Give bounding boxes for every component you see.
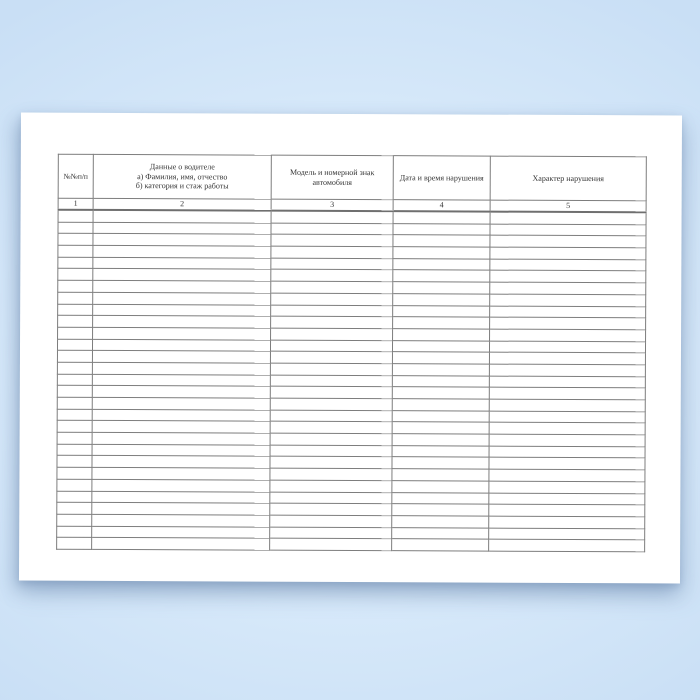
header-cell-col5 — [490, 156, 646, 201]
header-line: Дата и время нарушения — [399, 172, 484, 183]
empty-cell — [58, 327, 93, 339]
empty-cell — [92, 526, 270, 538]
empty-cell — [393, 270, 490, 282]
empty-cell — [58, 269, 93, 281]
empty-cell — [270, 503, 392, 515]
empty-cell — [93, 316, 271, 328]
empty-cell — [57, 339, 92, 351]
empty-cell — [392, 516, 489, 528]
empty-cell — [490, 271, 646, 283]
empty-cell — [392, 387, 489, 399]
header-line: б) категория и стаж работы — [135, 181, 229, 191]
empty-cell — [270, 527, 392, 539]
empty-cell — [58, 210, 93, 222]
table-header — [58, 154, 646, 212]
empty-cell — [393, 258, 490, 270]
empty-cell — [393, 211, 490, 224]
empty-cell — [57, 526, 92, 538]
empty-cell — [490, 282, 646, 294]
empty-cell — [489, 481, 645, 493]
empty-cell — [489, 539, 645, 551]
empty-cell — [57, 432, 92, 444]
empty-cell — [93, 257, 271, 269]
empty-cell — [92, 362, 270, 374]
empty-cell — [392, 527, 489, 539]
empty-cell — [270, 386, 392, 398]
empty-cell — [490, 235, 646, 247]
empty-cell — [271, 235, 393, 247]
empty-cell — [57, 397, 92, 409]
column-number-cell-4: 4 — [393, 200, 490, 212]
empty-cell — [93, 327, 271, 339]
empty-cell — [271, 246, 393, 258]
empty-cell — [393, 293, 490, 305]
empty-cell — [270, 445, 392, 457]
empty-cell — [392, 410, 489, 422]
empty-cell — [57, 444, 92, 456]
empty-cell — [392, 457, 489, 469]
empty-cell — [392, 375, 489, 387]
empty-cell — [270, 351, 392, 363]
header-cell-col3 — [271, 155, 393, 200]
empty-cell — [270, 410, 392, 422]
empty-cell — [490, 294, 646, 306]
header-line: Данные о водителе — [149, 162, 215, 172]
empty-cell — [93, 222, 271, 234]
empty-cell — [57, 514, 92, 526]
empty-cell — [489, 364, 645, 376]
empty-cell — [58, 315, 93, 327]
empty-cell — [393, 305, 490, 317]
empty-cell — [92, 339, 270, 351]
empty-cell — [392, 364, 489, 376]
empty-cell — [57, 456, 92, 468]
header-line: Модель и номерной знак — [290, 167, 375, 178]
empty-cell — [271, 293, 393, 305]
empty-cell — [93, 292, 271, 304]
empty-cell — [392, 492, 489, 504]
empty-cell — [57, 374, 92, 386]
empty-cell — [58, 292, 93, 304]
column-number-cell-5: 5 — [490, 200, 646, 212]
empty-cell — [270, 457, 392, 469]
empty-cell — [92, 409, 270, 421]
empty-cell — [392, 422, 489, 434]
violations-table — [56, 154, 647, 553]
empty-cell — [58, 234, 93, 246]
empty-cell — [58, 280, 93, 292]
column-number-cell-1: 1 — [58, 198, 93, 210]
empty-cell — [58, 222, 93, 234]
empty-cell — [392, 480, 489, 492]
table-body — [57, 210, 646, 552]
empty-cell — [92, 503, 270, 515]
empty-cell — [92, 538, 270, 550]
empty-cell — [392, 469, 489, 481]
empty-cell — [393, 235, 490, 247]
empty-cell — [489, 469, 645, 481]
empty-cell — [58, 304, 93, 316]
empty-cell — [271, 258, 393, 270]
empty-cell — [92, 386, 270, 398]
empty-cell — [270, 375, 392, 387]
empty-cell — [271, 211, 393, 224]
empty-cell — [489, 458, 645, 470]
empty-cell — [93, 234, 271, 246]
empty-cell — [490, 317, 646, 329]
empty-cell — [489, 493, 645, 505]
empty-cell — [271, 316, 393, 328]
header-cell-col4 — [393, 156, 490, 200]
empty-cell — [489, 528, 645, 540]
empty-cell — [392, 399, 489, 411]
empty-cell — [392, 352, 489, 364]
empty-cell — [92, 421, 270, 433]
empty-cell — [92, 514, 270, 526]
empty-cell — [489, 352, 645, 364]
empty-cell — [92, 432, 270, 444]
empty-cell — [92, 351, 270, 363]
empty-cell — [393, 282, 490, 294]
header-cell-col1 — [58, 154, 93, 198]
empty-cell — [270, 433, 392, 445]
empty-cell — [270, 398, 392, 410]
empty-cell — [92, 467, 270, 479]
header-cell-col2 — [93, 154, 271, 199]
empty-cell — [57, 502, 92, 514]
empty-cell — [57, 350, 92, 362]
empty-cell — [57, 537, 92, 549]
empty-cell — [489, 387, 645, 399]
empty-cell — [271, 328, 393, 340]
empty-cell — [57, 362, 92, 374]
empty-cell — [92, 456, 270, 468]
empty-cell — [57, 409, 92, 421]
header-row — [58, 154, 646, 201]
empty-cell — [392, 504, 489, 516]
column-number-cell-3: 3 — [271, 199, 393, 211]
empty-cell — [93, 245, 271, 257]
empty-cell — [490, 247, 646, 259]
empty-cell — [92, 479, 270, 491]
empty-cell — [92, 397, 270, 409]
empty-cell — [92, 444, 270, 456]
empty-cell — [58, 245, 93, 257]
empty-cell — [57, 421, 92, 433]
empty-cell — [271, 305, 393, 317]
empty-cell — [490, 212, 646, 225]
empty-cell — [93, 210, 271, 223]
empty-cell — [271, 281, 393, 293]
header-line: а) Фамилия, имя, отчество — [137, 171, 228, 182]
empty-row — [57, 537, 645, 551]
empty-cell — [57, 386, 92, 398]
empty-cell — [93, 304, 271, 316]
empty-cell — [93, 269, 271, 281]
empty-cell — [271, 270, 393, 282]
empty-cell — [270, 340, 392, 352]
empty-cell — [57, 491, 92, 503]
empty-cell — [489, 399, 645, 411]
empty-cell — [270, 422, 392, 434]
header-line: Характер нарушения — [532, 173, 604, 183]
empty-cell — [489, 434, 645, 446]
empty-cell — [270, 480, 392, 492]
empty-cell — [393, 317, 490, 329]
empty-cell — [490, 259, 646, 271]
empty-cell — [489, 422, 645, 434]
empty-cell — [393, 223, 490, 235]
empty-cell — [490, 224, 646, 236]
empty-cell — [58, 257, 93, 269]
empty-cell — [271, 223, 393, 235]
document-page — [19, 113, 682, 584]
header-line: №№п/п — [63, 171, 88, 181]
empty-cell — [93, 280, 271, 292]
empty-cell — [270, 515, 392, 527]
empty-cell — [489, 446, 645, 458]
empty-cell — [270, 492, 392, 504]
empty-cell — [489, 341, 645, 353]
empty-cell — [489, 411, 645, 423]
empty-cell — [489, 376, 645, 388]
empty-cell — [393, 329, 490, 341]
empty-cell — [57, 467, 92, 479]
empty-cell — [392, 434, 489, 446]
empty-cell — [489, 504, 645, 516]
empty-cell — [393, 247, 490, 259]
empty-cell — [489, 516, 645, 528]
empty-cell — [392, 340, 489, 352]
empty-cell — [392, 539, 489, 551]
empty-cell — [490, 306, 646, 318]
column-number-cell-2: 2 — [93, 198, 271, 210]
empty-cell — [270, 363, 392, 375]
empty-cell — [270, 468, 392, 480]
empty-cell — [92, 491, 270, 503]
empty-cell — [490, 329, 646, 341]
empty-cell — [392, 445, 489, 457]
empty-cell — [270, 538, 392, 550]
header-line: автомобиля — [312, 177, 352, 187]
empty-cell — [57, 479, 92, 491]
empty-cell — [92, 374, 270, 386]
